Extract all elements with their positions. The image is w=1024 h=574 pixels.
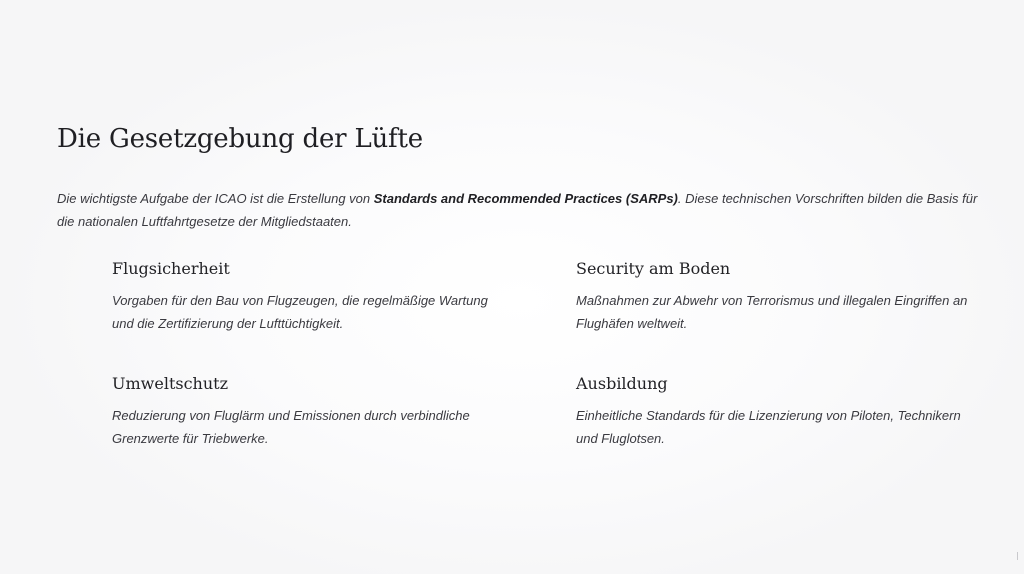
card-description: Maßnahmen zur Abwehr von Terrorismus und illegalen Eingriffen an Flughäfen weltweit.	[576, 293, 968, 331]
intro-text-end: . Diese technischen Vorschriften bilden die Basis für die nationalen Luftfahrtgesetze der Mitgliedstaaten.	[57, 191, 978, 229]
card-title: Umweltschutz	[112, 374, 229, 393]
card-title: Security am Boden	[576, 259, 731, 278]
intro-highlight: Standards and Recommended Practices (SARPs)	[373, 191, 678, 206]
card-description: Reduzierung von Fluglärm und Emissionen durch verbindliche Grenzwerte für Triebwerke.	[112, 408, 470, 446]
intro-text-start: Die wichtigste Aufgabe der ICAO ist die Erstellung von	[57, 191, 374, 206]
card-title: Ausbildung	[576, 374, 668, 393]
card-ausbildung	[576, 373, 976, 450]
card-flugsicherheit	[112, 258, 502, 335]
card-description: Vorgaben für den Bau von Flugzeugen, die regelmäßige Wartung und die Zertifizierung der Lufttüchtigkeit.	[112, 293, 488, 331]
card-security-am-boden	[576, 258, 976, 335]
intro-paragraph	[57, 187, 987, 233]
card-title: Flugsicherheit	[112, 259, 230, 278]
card-umweltschutz	[112, 373, 502, 450]
corner-divider-mark	[1017, 552, 1018, 560]
card-description: Einheitliche Standards für die Lizenzierung von Piloten, Technikern und Fluglotsen.	[576, 408, 961, 446]
page-title: Die Gesetzgebung der Lüfte	[57, 124, 423, 154]
